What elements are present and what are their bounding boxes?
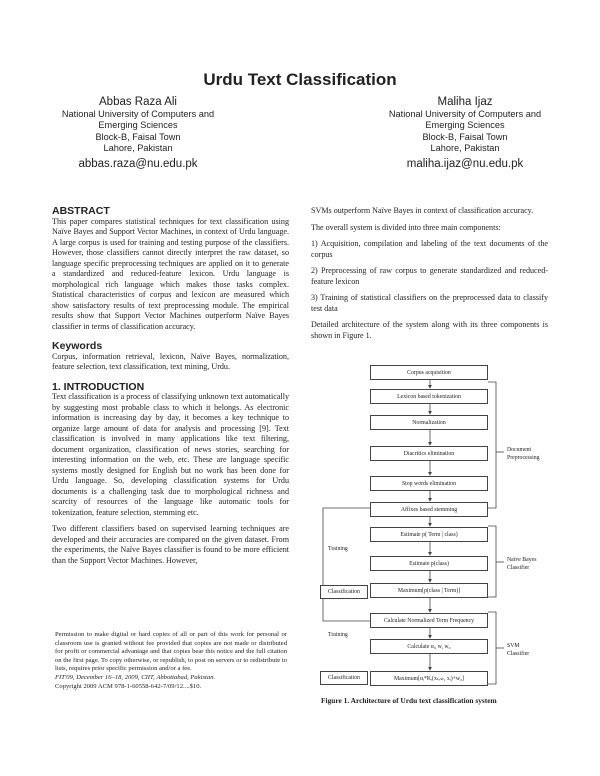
affix-stemming-box: Affixes based stemming [370,502,488,517]
svm-label-1: SVM [507,643,520,649]
normalization-box: Normalization [370,415,488,430]
permission-text: Permission to make digital or hard copies of all or part of this work for personal or classroom use is granted without fee provided that copies are not made or distributed for profit or commercial advantage and that copies bear this notice and the full citation on the first page. To copy otherwise, or republish, to post on servers or to redistribute to lists, requires prior specific permission and/or a fee. [55,631,287,673]
training-label-svm: Training [328,632,348,638]
svm-label-2: Classifier [507,651,530,657]
training-label: Training [328,546,348,552]
lexicon-tokenization-box: Lexicon based tokenization [370,389,488,404]
naive-bayes-label-2: Classifier [507,565,530,571]
normalized-term-frequency-box: Calculate Normalized Term Frequency [370,613,488,628]
author-affiliation-line: Block-B, Faisal Town [95,131,181,142]
right-paragraph-3: Detailed architecture of the system along with its three components is shown in Figure 1. [311,320,548,340]
introduction-paragraph-1: Text classification is a process of classifying unknown text automatically by suggesting most probable class to which it belongs. As electronic information is increasing day by day, it becomes a key technique to organize large amount of data for analysis and processing [9]. Text classification is involved in many applications like text filtering, document organization, classification of news stories, searching for interesting information on the web, etc. These are language specific systems mostly designed for English but no work has been done for Urdu language. So, developing classification systems for Urdu documents is a challenging task due to morphological richness and scarcity of resources of the language like automatic tools for tokenization, feature selection, stemming etc. [52,392,289,517]
author-affiliation-line: Emerging Sciences [425,120,505,131]
copyright-line: Copyright 2009 ACM 978-1-60558-642-7/09/12....$10. [55,682,202,690]
right-paragraph-2: The overall system is divided into three main components: [311,222,501,232]
classification-label: Classification [320,585,368,599]
author-affiliation-line: Lahore, Pakistan [430,142,500,153]
author-email: abbas.raza@nu.edu.pk [78,158,198,171]
introduction-paragraph-2: Two different classifiers based on supervised learning techniques are developed and their accuracies are compared on the given dataset. From the experiments, the Naïve Bayes classifier is found to be more efficient than the Support Vector Machines. However, [52,524,289,565]
author-affiliation-line: Lahore, Pakistan [103,142,173,153]
doc-preprocessing-label-1: Document [507,447,532,453]
keywords-heading: Keywords [52,340,103,352]
classification-label-svm: Classification [320,671,368,685]
paper-title: Urdu Text Classification [203,70,397,89]
author-affiliation-line: National University of Computers and [61,109,215,119]
author-affiliation-line: National University of Computers and [388,109,542,119]
naive-bayes-label-1: Naïve Bayes [507,557,537,563]
conference-info: FIT'09, December 16–18, 2009, CIIT, Abbottabad, Pakistan. [55,673,216,681]
keywords-text: Corpus, information retrieval, lexicon, Naïve Bayes, normalization, feature selection, text classification, text mining, Urdu. [52,351,289,371]
author-name: Abbas Raza Ali [99,96,177,108]
stop-words-elimination-box: Stop words elimination [370,476,488,491]
introduction-heading: 1. INTRODUCTION [52,380,145,393]
author-affiliation-line: Block-B, Faisal Town [422,131,508,142]
author-block-2 [364,95,566,170]
author-affiliation-line: Emerging Sciences [98,120,178,131]
doc-preprocessing-label-2: Preprocessing [507,455,540,461]
right-paragraph-1: SVMs outperform Naïve Bayes in context of classification accuracy. [311,206,534,215]
left-column [52,206,289,566]
nb-maximum-box: Maximum[p(class | Term)] [370,583,488,598]
component-list-item-3: 3) Training of statistical classifiers on the preprocessed data to classify test data [311,293,548,313]
calculate-alpha-box: Calculate αᵢ, w, w₀ [370,639,488,654]
estimate-class-box: Estimate p(class) [370,556,488,571]
component-list-item-1: 1) Acquisition, compilation and labeling of the text documents of the corpus [311,239,548,259]
svm-maximum-box: Maximum[αᵢ*Kᵢ(xₜₑₛₜ, xᵢ)+w₀] [370,671,488,686]
copyright-footnote [55,631,287,691]
abstract-text: This paper compares statistical techniques for text classification using Naïve Bayes and Support Vector Machines, in context of Urdu language. A large corpus is used for training and testing purpose of the classifiers. However, those classifiers cannot directly interpret the raw dataset, so language specific preprocessing techniques are applied on it to generate a standardized and reduced-feature lexicon. Urdu language is morphological rich language which makes those tasks complex. Statistical characteristics of corpus and lexicon are measured which show satisfactory results of text preprocessing module. The empirical results show that Support Vector Machines outperform Naïve Bayes classifier in terms of classification accuracy. [52,216,289,331]
abstract-heading: ABSTRACT [52,205,110,217]
right-column [311,206,548,341]
component-list-item-2: 2) Preprocessing of raw corpus to generate standardized and reduced-feature lexicon [311,266,548,286]
author-block-1 [40,95,236,170]
architecture-figure [318,362,558,692]
diacritics-elimination-box: Diacritics elimination [370,446,488,461]
estimate-term-class-box: Estimate p( Term | class) [370,527,488,542]
author-email: maliha.ijaz@nu.edu.pk [406,158,524,171]
figure-caption: Figure 1. Architecture of Urdu text classification system [321,696,497,705]
author-name: Maliha Ijaz [437,96,493,108]
corpus-acquisition-box: Corpus acquisition [370,365,488,380]
